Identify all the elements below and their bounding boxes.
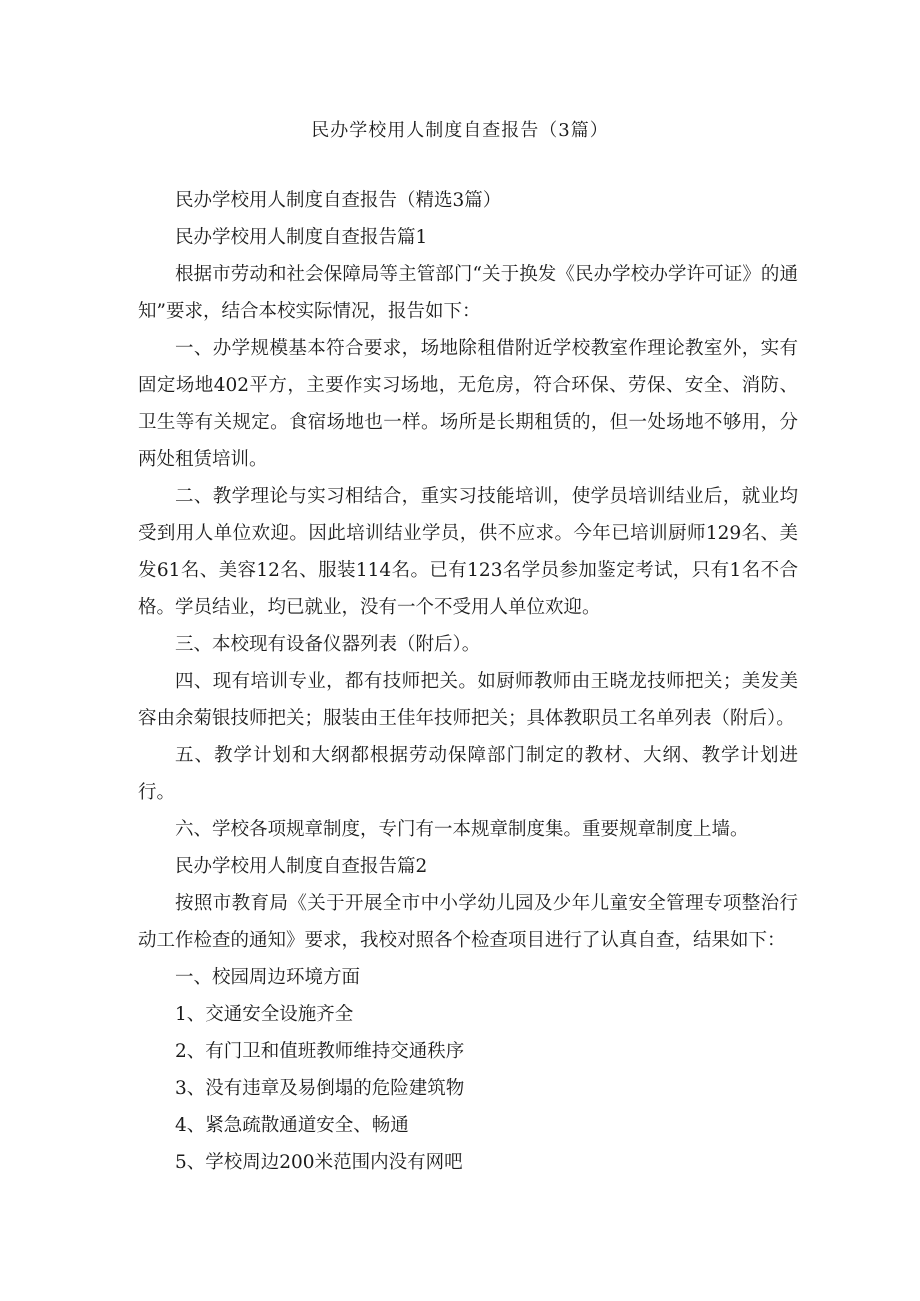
list-item: 1、交通安全设施齐全 (175, 1004, 354, 1025)
section-heading-1: 民办学校用人制度自查报告篇1 (175, 227, 428, 248)
body-paragraph: 三、本校现有设备仪器列表（附后）。 (175, 634, 481, 655)
list-item: 2、有门卫和值班教师维持交通秩序 (175, 1041, 465, 1062)
body-paragraph: 四、现有培训专业，都有技师把关。如厨师教师由王晓龙技师把关；美发美容由余菊银技师把关；服装由王佳年技师把关；具体教职员工名单列表（附后）。 (138, 671, 798, 729)
body-paragraph: 二、教学理论与实习相结合，重实习技能培训，使学员培训结业后，就业均受到用人单位欢迎。因此培训结业学员，供不应求。今年已培训厨师129名、美发61名、美容12名、服装114名。已有123名学员参加鉴定考试，只有1名不合格。学员结业，均已就业，没有一个不受用人单位欢迎。 (138, 486, 798, 618)
body-paragraph: 按照市教育局《关于开展全市中小学幼儿园及少年儿童安全管理专项整治行动工作检查的通知》要求，我校对照各个检查项目进行了认真自查，结果如下： (138, 893, 798, 951)
section-heading-2: 民办学校用人制度自查报告篇2 (175, 856, 428, 877)
body-paragraph: 根据市劳动和社会保障局等主管部门“关于换发《民办学校办学许可证》的通知”要求，结合本校实际情况，报告如下： (138, 264, 798, 322)
list-item: 5、学校周边200米范围内没有网吧 (175, 1152, 463, 1173)
body-paragraph: 五、教学计划和大纲都根据劳动保障部门制定的教材、大纲、教学计划进行。 (138, 745, 798, 803)
body-paragraph: 一、办学规模基本符合要求，场地除租借附近学校教室作理论教室外，实有固定场地402平方，主要作实习场地，无危房，符合环保、劳保、安全、消防、卫生等有关规定。食宿场地也一样。场所是长期租赁的，但一处场地不够用，分两处租赁培训。 (138, 338, 798, 470)
subtitle-paragraph: 民办学校用人制度自查报告（精选3篇） (175, 190, 502, 211)
list-item: 4、紧急疏散通道安全、畅通 (175, 1115, 409, 1136)
body-paragraph: 六、学校各项规章制度，专门有一本规章制度集。重要规章制度上墙。 (175, 819, 749, 840)
list-item: 3、没有违章及易倒塌的危险建筑物 (175, 1078, 465, 1099)
list-heading: 一、校园周边环境方面 (175, 967, 361, 988)
document-title: 民办学校用人制度自查报告（3篇） (311, 120, 609, 141)
document-body (138, 182, 798, 1181)
